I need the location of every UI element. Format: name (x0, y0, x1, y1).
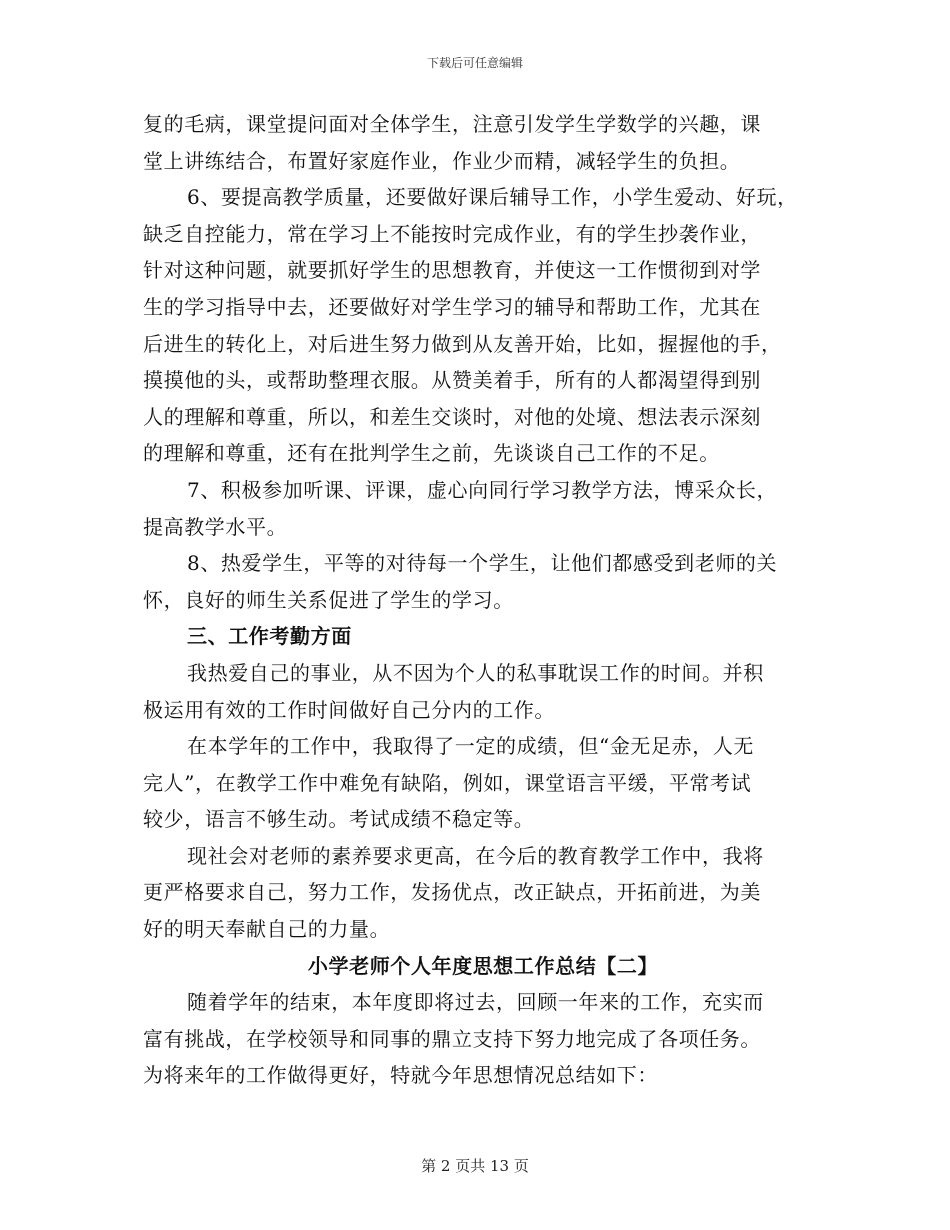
body-line: 怀，良好的师生关系促进了学生的学习。 (143, 587, 514, 612)
body-line: 复的毛病，课堂提问面对全体学生，注意引发学生学数学的兴趣，课 (143, 112, 761, 136)
body-line: 7、积极参加听课、评课，虚心向同行学习教学方法，博采众长， (187, 477, 778, 502)
body-line: 提高教学水平。 (143, 514, 288, 539)
body-line: 我热爱自己的事业，从不因为个人的私事耽误工作的时间。并积 (187, 660, 764, 685)
body-line: 完人”，在教学工作中难免有缺陷，例如，课堂语言平缓，平常考试 (143, 770, 752, 795)
body-line: 的理解和尊重，还有在批判学生之前，先谈谈自己工作的不足。 (143, 441, 720, 466)
body-line: 随着学年的结束，本年度即将过去，回顾一年来的工作，充实而 (187, 990, 764, 1015)
body-line: 好的明天奉献自己的力量。 (143, 917, 391, 942)
body-line: 较少，语言不够生动。考试成绩不稳定等。 (143, 807, 535, 832)
body-line: 缺乏自控能力，常在学习上不能按时完成作业，有的学生抄袭作业， (143, 221, 761, 246)
body-line: 6、要提高教学质量，还要做好课后辅导工作，小学生爱动、好玩， (187, 185, 798, 210)
body-line: 极运用有效的工作时间做好自己分内的工作。 (143, 697, 555, 722)
body-line: 后进生的转化上，对后进生努力做到从友善开始，比如，握握他的手， (143, 331, 782, 356)
body-line: 现社会对老师的素养要求更高，在今后的教育教学工作中，我将 (187, 843, 764, 868)
header-note: 下载后可任意编辑 (426, 56, 523, 70)
body-line: 为将来年的工作做得更好，特就今年思想情况总结如下： (143, 1063, 658, 1088)
body-line: 更严格要求自己，努力工作，发扬优点，改正缺点，开拓前进，为美 (143, 880, 761, 905)
body-line: 生的学习指导中去，还要做好对学生学习的辅导和帮助工作，尤其在 (143, 294, 761, 319)
document-body (143, 106, 823, 1094)
body-line: 摸摸他的头，或帮助整理衣服。从赞美着手，所有的人都渴望得到别 (143, 368, 761, 393)
body-line: 在本学年的工作中，我取得了一定的成绩，但“金无足赤，人无 (187, 734, 755, 759)
body-line: 人的理解和尊重，所以，和差生交谈时，对他的处境、想法表示深刻 (143, 404, 761, 429)
section-title: 小学老师个人年度思想工作总结【二】 (307, 953, 659, 978)
body-line: 富有挑战，在学校领导和同事的鼎立支持下努力地完成了各项任务。 (143, 1026, 761, 1051)
page-number-footer: 第 2 页共 13 页 (421, 1157, 529, 1175)
body-line: 针对这种问题，就要抓好学生的思想教育，并使这一工作惯彻到对学 (143, 258, 761, 283)
body-line: 8、热爱学生，平等的对待每一个学生，让他们都感受到老师的关 (187, 551, 778, 576)
body-line: 堂上讲练结合，布置好家庭作业，作业少而精，减轻学生的负担。 (143, 148, 741, 173)
section-heading: 三、工作考勤方面 (187, 624, 352, 649)
